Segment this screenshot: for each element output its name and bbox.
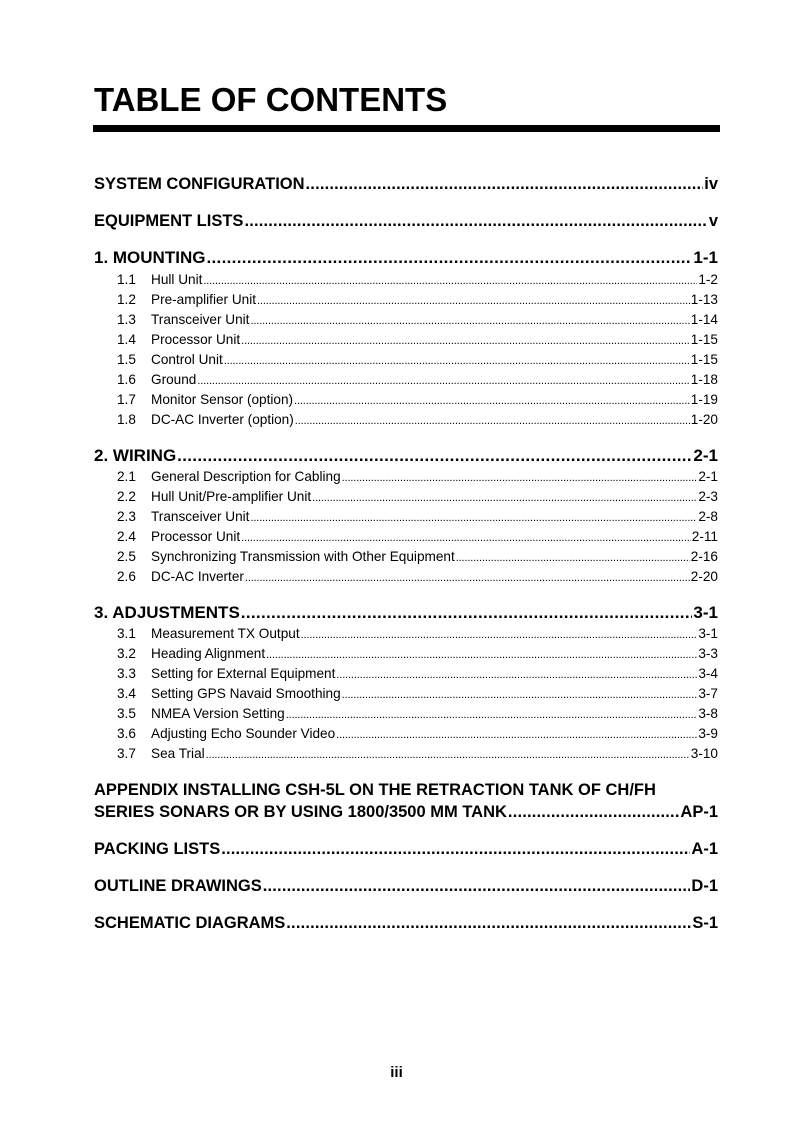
title-rule	[93, 125, 720, 132]
toc-section[interactable]	[117, 487, 718, 507]
section-label: Synchronizing Transmission with Other Equipment	[151, 549, 455, 564]
section-number: 2.1	[117, 469, 136, 484]
toc-section[interactable]	[117, 744, 718, 764]
leader-dots	[206, 744, 690, 764]
section-number: 3.1	[117, 626, 136, 641]
section-page: 1-15	[690, 332, 718, 347]
section-label: Measurement TX Output	[151, 626, 300, 641]
section-page: 3-7	[698, 686, 718, 701]
section-number: 2.4	[117, 529, 136, 544]
section-label: Transceiver Unit	[151, 312, 250, 327]
toc-section[interactable]	[117, 270, 718, 290]
toc-entry-outline-drawings[interactable]	[94, 875, 718, 897]
toc-section[interactable]	[117, 467, 718, 487]
toc-chapter-page: 1-1	[693, 248, 718, 267]
toc-chapter-label: 2. WIRING	[94, 446, 177, 465]
leader-dots	[257, 290, 690, 310]
toc-entry-appendix[interactable]	[94, 779, 718, 823]
toc-entry-page: S-1	[692, 914, 718, 932]
section-label: Monitor Sensor (option)	[151, 392, 294, 407]
toc-chapter-label: 1. MOUNTING	[94, 248, 206, 267]
leader-dots	[342, 684, 698, 704]
leader-dots	[456, 547, 690, 567]
toc-entry-system-configuration[interactable]	[94, 173, 718, 195]
toc-entry-label: SYSTEM CONFIGURATION	[94, 175, 305, 193]
toc-entry-schematic-diagrams[interactable]	[94, 912, 718, 934]
section-page: 1-14	[690, 312, 718, 327]
section-page: 2-1	[698, 469, 718, 484]
toc-chapter-page: 2-1	[693, 446, 718, 465]
section-label: Setting for External Equipment	[151, 666, 336, 681]
section-page: 3-1	[698, 626, 718, 641]
appendix-title-line-1: APPENDIX INSTALLING CSH-5L ON THE RETRACTION TANK OF CH/FH	[94, 781, 656, 799]
toc-section[interactable]	[117, 567, 718, 587]
section-label: Heading Alignment	[151, 646, 266, 661]
toc-section[interactable]	[117, 724, 718, 744]
leader-dots	[342, 467, 698, 487]
toc-entry-equipment-lists[interactable]	[94, 210, 718, 232]
leader-dots	[241, 527, 691, 547]
appendix-title-line-2-row	[94, 801, 718, 823]
section-page: 2-8	[698, 509, 718, 524]
section-number: 1.2	[117, 292, 136, 307]
appendix-title-line-2: SERIES SONARS OR BY USING 1800/3500 MM TANK	[94, 803, 507, 821]
leader-dots	[263, 875, 691, 897]
leader-dots	[177, 445, 692, 467]
leader-dots	[224, 350, 690, 370]
section-label: Processor Unit	[151, 332, 241, 347]
section-number: 2.5	[117, 549, 136, 564]
section-page: 2-20	[690, 569, 718, 584]
section-number: 1.8	[117, 412, 136, 427]
toc-section[interactable]	[117, 547, 718, 567]
section-number: 3.4	[117, 686, 136, 701]
leader-dots	[295, 410, 690, 430]
toc-section[interactable]	[117, 310, 718, 330]
toc-entry-page: iv	[704, 175, 718, 193]
section-number: 1.1	[117, 272, 136, 287]
toc-section[interactable]	[117, 624, 718, 644]
leader-dots	[250, 507, 697, 527]
toc-section[interactable]	[117, 704, 718, 724]
toc-section[interactable]	[117, 350, 718, 370]
toc-section[interactable]	[117, 410, 718, 430]
section-page: 2-3	[698, 489, 718, 504]
leader-dots	[197, 370, 689, 390]
section-page: 3-4	[698, 666, 718, 681]
leader-dots	[221, 838, 690, 860]
leader-dots	[336, 724, 697, 744]
toc-section[interactable]	[117, 527, 718, 547]
toc-entry-label: OUTLINE DRAWINGS	[94, 877, 262, 895]
leader-dots	[266, 644, 697, 664]
toc-entry-label: PACKING LISTS	[94, 840, 221, 858]
toc-section[interactable]	[117, 507, 718, 527]
section-page: 1-15	[690, 352, 718, 367]
toc-chapter-mounting[interactable]	[94, 247, 718, 269]
section-label: Ground	[151, 372, 197, 387]
section-number: 2.3	[117, 509, 136, 524]
leader-dots	[301, 624, 698, 644]
toc-section[interactable]	[117, 330, 718, 350]
leader-dots	[294, 390, 690, 410]
section-label: DC-AC Inverter	[151, 569, 244, 584]
toc-section[interactable]	[117, 290, 718, 310]
section-page: 1-2	[698, 272, 718, 287]
leader-dots	[286, 912, 691, 934]
section-number: 2.6	[117, 569, 136, 584]
leader-dots	[312, 487, 697, 507]
section-label: General Description for Cabling	[151, 469, 341, 484]
leader-dots	[286, 704, 698, 724]
section-number: 1.6	[117, 372, 136, 387]
appendix-page: AP-1	[680, 803, 718, 821]
section-label: Adjusting Echo Sounder Video	[151, 726, 336, 741]
section-number: 1.7	[117, 392, 136, 407]
page-title: TABLE OF CONTENTS	[94, 81, 448, 118]
toc-entry-label: EQUIPMENT LISTS	[94, 212, 244, 230]
leader-dots	[244, 210, 707, 232]
toc-entry-page: D-1	[691, 877, 718, 895]
section-number: 3.5	[117, 706, 136, 721]
section-number: 3.6	[117, 726, 136, 741]
section-label: Transceiver Unit	[151, 509, 250, 524]
section-page: 2-16	[690, 549, 718, 564]
section-label: NMEA Version Setting	[151, 706, 285, 721]
section-page: 1-19	[690, 392, 718, 407]
section-number: 3.2	[117, 646, 136, 661]
section-label: Sea Trial	[151, 746, 205, 761]
leader-dots	[245, 567, 690, 587]
section-label: Processor Unit	[151, 529, 241, 544]
page-number: iii	[390, 1064, 403, 1081]
leader-dots	[306, 173, 704, 195]
toc-section[interactable]	[117, 370, 718, 390]
section-label: DC-AC Inverter (option)	[151, 412, 294, 427]
toc-entry-page: A-1	[691, 840, 718, 858]
section-page: 2-11	[691, 529, 718, 544]
section-page: 3-3	[698, 646, 718, 661]
section-number: 1.5	[117, 352, 136, 367]
toc-chapter-adjustments[interactable]	[94, 602, 718, 624]
leader-dots	[508, 801, 679, 823]
leader-dots	[336, 664, 697, 684]
section-number: 3.7	[117, 746, 136, 761]
section-page: 3-8	[698, 706, 718, 721]
section-label: Hull Unit	[151, 272, 203, 287]
toc-chapter-wiring[interactable]	[94, 445, 718, 467]
section-number: 2.2	[117, 489, 136, 504]
leader-dots	[203, 270, 697, 290]
section-page: 1-20	[690, 412, 718, 427]
toc-entry-page: v	[708, 212, 718, 230]
leader-dots	[241, 602, 693, 624]
section-label: Hull Unit/Pre-amplifier Unit	[151, 489, 312, 504]
toc-chapter-label: 3. ADJUSTMENTS	[94, 603, 240, 622]
section-label: Setting GPS Navaid Smoothing	[151, 686, 341, 701]
section-label: Control Unit	[151, 352, 223, 367]
section-page: 1-13	[690, 292, 718, 307]
section-label: Pre-amplifier Unit	[151, 292, 256, 307]
leader-dots	[250, 310, 689, 330]
toc-section[interactable]	[117, 664, 718, 684]
leader-dots	[241, 330, 690, 350]
toc-entry-packing-lists[interactable]	[94, 838, 718, 860]
section-page: 3-9	[698, 726, 718, 741]
section-page: 1-18	[690, 372, 718, 387]
toc-section[interactable]	[117, 684, 718, 704]
toc-entry-label: SCHEMATIC DIAGRAMS	[94, 914, 286, 932]
section-number: 1.3	[117, 312, 136, 327]
leader-dots	[206, 247, 692, 269]
section-number: 1.4	[117, 332, 136, 347]
section-page: 3-10	[690, 746, 718, 761]
section-number: 3.3	[117, 666, 136, 681]
toc-chapter-page: 3-1	[693, 603, 718, 622]
toc-section[interactable]	[117, 390, 718, 410]
toc-section[interactable]	[117, 644, 718, 664]
